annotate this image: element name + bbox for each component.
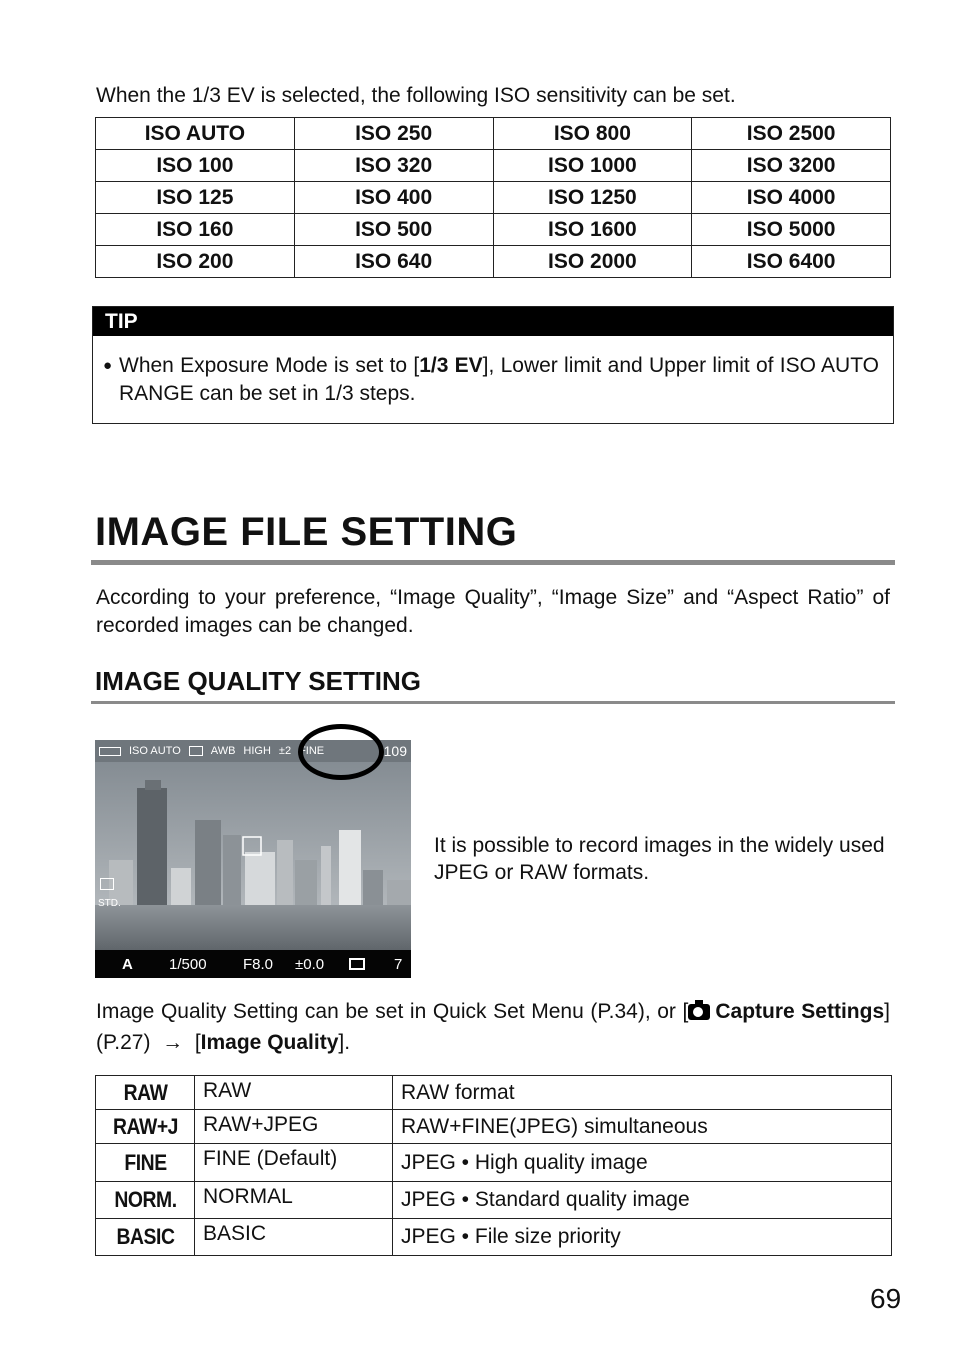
table-cell: ISO 500 — [294, 214, 493, 246]
shutter-speed: 1/500 — [169, 955, 207, 973]
quality-desc: RAW+FINE(JPEG) simultaneous — [393, 1110, 892, 1144]
item-pre: [ — [194, 1031, 201, 1054]
quality-symbol: RAW+J — [101, 1110, 188, 1144]
table-row — [96, 1076, 892, 1110]
tip-body — [93, 336, 893, 408]
table-row — [96, 150, 891, 182]
table-row — [96, 182, 891, 214]
subsection-divider — [91, 701, 895, 704]
table-cell: ISO 1000 — [493, 150, 692, 182]
tip-box — [92, 306, 894, 424]
exposure-indicator: ±2 — [278, 745, 292, 757]
table-cell: ISO 100 — [96, 150, 295, 182]
highlight-circle — [298, 724, 384, 780]
section-divider — [91, 560, 895, 565]
page-number: 69 — [870, 1283, 902, 1314]
table-cell: ISO 125 — [96, 182, 295, 214]
battery-icon — [99, 747, 121, 756]
camera-icon — [688, 1004, 710, 1020]
menu-path-mid: ] (P.27) — [96, 1000, 890, 1054]
quality-symbol: NORM. — [101, 1182, 188, 1219]
wb-indicator: AWB — [210, 745, 236, 757]
table-cell: ISO 160 — [96, 214, 295, 246]
table-row — [96, 1219, 892, 1256]
table-cell: ISO 640 — [294, 246, 493, 278]
ev-value: ±0.0 — [295, 955, 325, 973]
table-row — [96, 246, 891, 278]
table-cell: ISO 2500 — [692, 118, 891, 150]
table-cell: ISO 1600 — [493, 214, 692, 246]
quality-symbol: RAW — [101, 1076, 188, 1110]
metering-icon — [349, 958, 365, 970]
table-row — [96, 1144, 892, 1182]
table-cell: ISO AUTO — [96, 118, 295, 150]
lcd-bottom-bar — [95, 950, 411, 978]
quality-name: NORMAL — [195, 1182, 393, 1219]
intro-text: When the 1/3 EV is selected, the following ISO sensitivity can be set. — [96, 84, 736, 107]
bullet-icon: ● — [103, 357, 113, 374]
frames-remaining: 7 — [394, 955, 403, 973]
quality-name: FINE (Default) — [195, 1144, 393, 1182]
menu-item-name: Image Quality — [200, 1031, 339, 1054]
menu-path-pre: Image Quality Setting can be set in Quick Set Menu (P.34), or [ — [96, 1000, 689, 1023]
table-cell: ISO 200 — [96, 246, 295, 278]
quality-name: RAW — [195, 1076, 393, 1110]
quality-desc: JPEG • High quality image — [393, 1144, 892, 1182]
table-row — [96, 118, 891, 150]
drive-mode-icon — [189, 746, 203, 756]
quality-desc: JPEG • Standard quality image — [393, 1182, 892, 1219]
table-cell: ISO 4000 — [692, 182, 891, 214]
section-intro: According to your preference, “Image Quality”, “Image Size” and “Aspect Ratio” of recorded images can be changed. — [96, 586, 890, 637]
aperture-value: F8.0 — [243, 955, 274, 973]
iso-indicator: ISO AUTO — [129, 745, 181, 757]
quality-desc: RAW format — [393, 1076, 892, 1110]
section-title: IMAGE FILE SETTING — [95, 510, 518, 554]
table-row — [96, 214, 891, 246]
tip-text-post: ], Lower limit and Upper limit of ISO AUTO RANGE can be set in 1/3 steps. — [119, 354, 879, 405]
table-cell: ISO 800 — [493, 118, 692, 150]
table-cell: ISO 250 — [294, 118, 493, 150]
quality-desc: JPEG • File size priority — [393, 1219, 892, 1256]
tip-text — [119, 352, 879, 408]
tip-text-pre: When Exposure Mode is set to [ — [119, 354, 420, 377]
quality-name: BASIC — [195, 1219, 393, 1256]
quality-indicator: FINE — [299, 745, 325, 757]
arrow-right-icon: → — [162, 1031, 184, 1054]
menu-path-text — [96, 996, 890, 1058]
item-post: ]. — [338, 1031, 351, 1054]
table-cell: ISO 2000 — [493, 246, 692, 278]
table-row — [96, 1110, 892, 1144]
table-cell: ISO 6400 — [692, 246, 891, 278]
table-row — [96, 1182, 892, 1219]
table-cell: ISO 5000 — [692, 214, 891, 246]
table-cell: ISO 1250 — [493, 182, 692, 214]
tip-text-bold: 1/3 EV — [419, 354, 483, 377]
image-size-indicator: HIGH — [243, 745, 271, 757]
quality-table — [95, 1075, 892, 1256]
exposure-mode: A — [122, 955, 133, 973]
table-cell: ISO 320 — [294, 150, 493, 182]
picture-mode-label: STD. — [98, 898, 121, 909]
subsection-title: IMAGE QUALITY SETTING — [95, 666, 421, 696]
tip-heading: TIP — [93, 307, 893, 336]
shot-counter: 109 — [383, 743, 407, 759]
picture-mode-icon — [100, 878, 114, 890]
quality-name: RAW+JPEG — [195, 1110, 393, 1144]
table-cell: ISO 3200 — [692, 150, 891, 182]
iso-table — [95, 117, 891, 278]
quality-symbol: FINE — [101, 1144, 188, 1182]
quality-symbol: BASIC — [101, 1219, 188, 1256]
format-description: It is possible to record images in the widely used JPEG or RAW formats. — [434, 834, 885, 884]
menu-path-bold — [688, 1000, 884, 1023]
menu-name: Capture Settings — [715, 1000, 885, 1023]
table-cell: ISO 400 — [294, 182, 493, 214]
